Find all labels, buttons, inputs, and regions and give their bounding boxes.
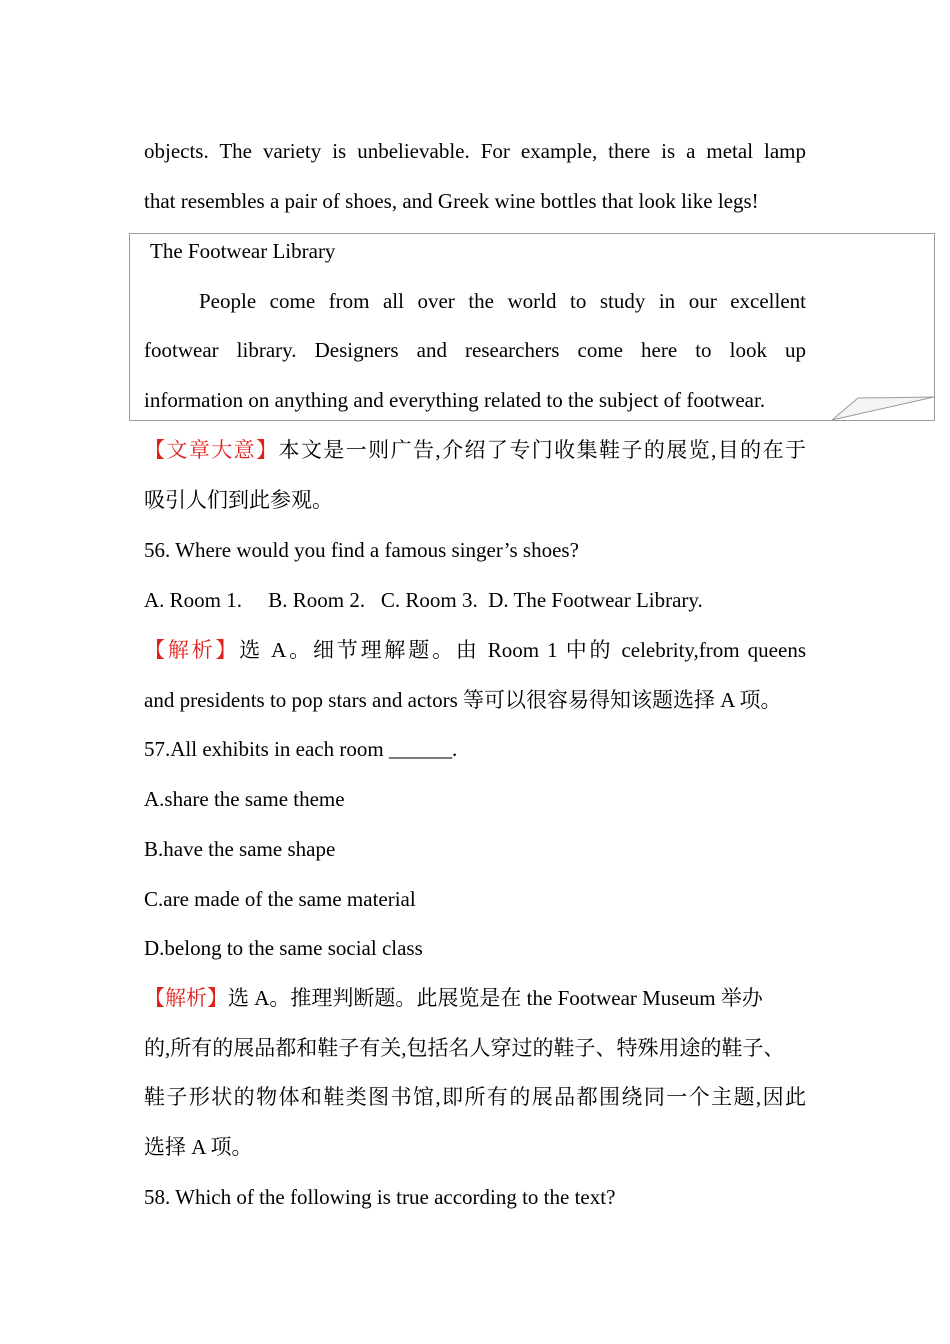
q57-explanation-text-1: 选 A。推理判断题。此展览是在 the Footwear Museum 举办 [228,986,763,1010]
intro-text-line-2: that resembles a pair of shoes, and Greek wine bottles that look like legs! [144,189,759,213]
library-text-line-3: information on anything and everything related to the subject of footwear. [144,388,766,412]
q57-explanation-line-3: 鞋子形状的物体和鞋类图书馆,即所有的展品都围绕同一个主题,因此 [144,1085,806,1109]
summary-tag: 【文章大意】 [144,438,279,462]
q56-options: A. Room 1. B. Room 2. C. Room 3. D. The Footwear Library. [144,588,703,612]
q57-explanation-line-1 [144,985,806,1011]
summary-text-1: 本文是一则广告,介绍了专门收集鞋子的展览,目的在于 [278,438,806,462]
page-curl-icon [832,396,936,422]
q57-explanation-line-4: 选择 A 项。 [144,1135,253,1159]
q56-explanation-line-1 [144,637,806,663]
q57-option-a: A.share the same theme [144,787,345,811]
q57-option-d: D.belong to the same social class [144,936,423,960]
library-title: The Footwear Library [150,239,336,263]
q57-option-c: C.are made of the same material [144,887,416,911]
library-text-line-1: People come from all over the world to study in our excellent [199,289,806,313]
q57-question: 57.All exhibits in each room ______. [144,737,458,761]
q56-explanation-text-1: 选 A。细节理解题。由 Room 1 中的 celebrity,from queens [239,638,806,662]
library-text-line-2: footwear library. Designers and researchers come here to look up [144,338,806,362]
summary-line-1 [144,437,806,463]
q56-explanation-line-2: and presidents to pop stars and actors 等可以很容易得知该题选择 A 项。 [144,688,782,712]
q57-option-b: B.have the same shape [144,837,336,861]
q56-question: 56. Where would you find a famous singer’s shoes? [144,538,579,562]
q56-explanation-tag: 【解析】 [144,638,240,662]
q57-explanation-tag: 【解析】 [144,986,228,1010]
summary-line-2: 吸引人们到此参观。 [144,488,333,512]
q58-question: 58. Which of the following is true according to the text? [144,1185,616,1209]
intro-text-line-1: objects. The variety is unbelievable. For example, there is a metal lamp [144,139,806,163]
q57-explanation-line-2: 的,所有的展品都和鞋子有关,包括名人穿过的鞋子、特殊用途的鞋子、 [144,1036,785,1060]
